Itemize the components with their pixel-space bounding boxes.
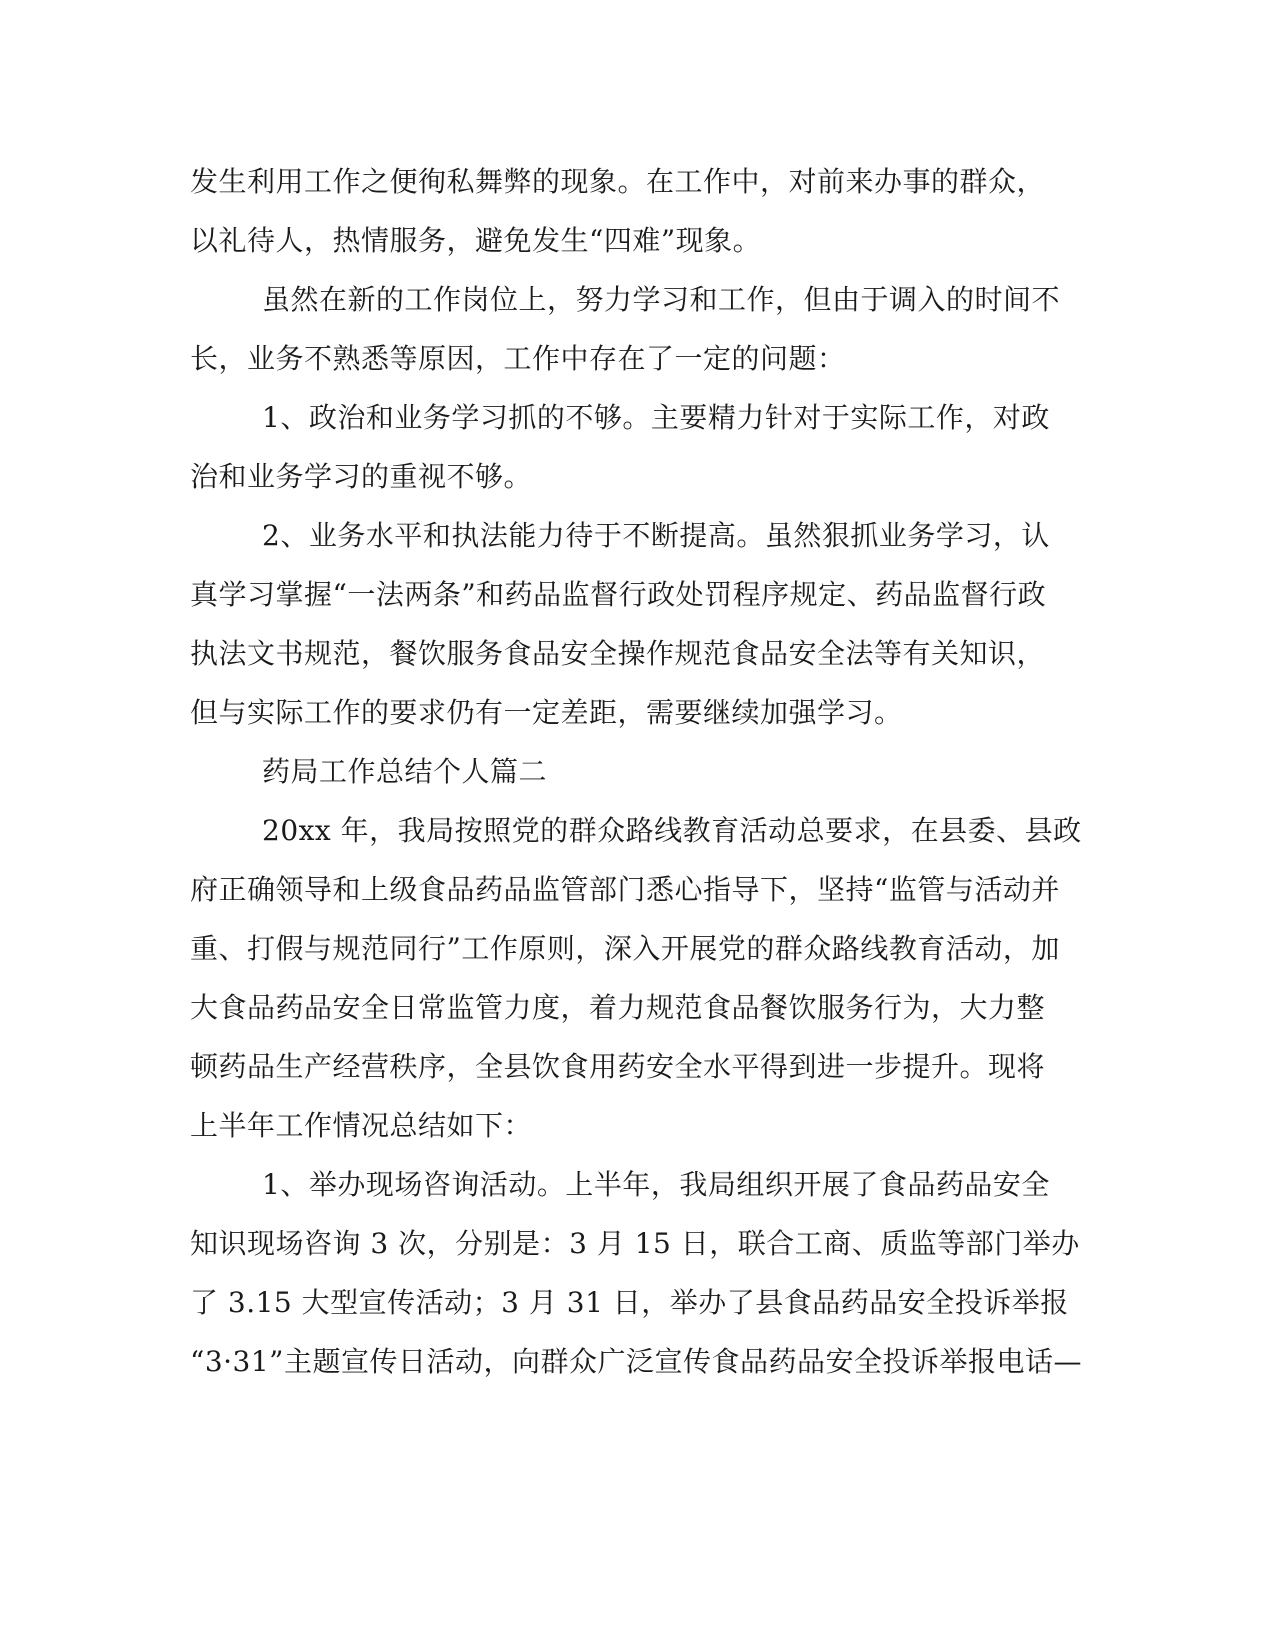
text-line: 以礼待人，热情服务，避免发生“四难”现象。 [190, 224, 762, 257]
text-line: 府正确领导和上级食品药品监管部门悉心指导下，坚持“监管与活动并 [190, 873, 1060, 906]
text-line: 1、举办现场咨询活动。上半年，我局组织开展了食品药品安全 [262, 1168, 1050, 1201]
text-line: 知识现场咨询 3 次，分别是：3 月 15 日，联合工商、质监等部门举办 [190, 1227, 1080, 1260]
text-line: 大食品药品安全日常监管力度，着力规范食品餐饮服务行为，大力整 [190, 991, 1046, 1024]
text-line: 20xx 年，我局按照党的群众路线教育活动总要求，在县委、县政 [262, 814, 1082, 847]
text-line: 治和业务学习的重视不够。 [190, 460, 533, 493]
text-line: 但与实际工作的要求仍有一定差距，需要继续加强学习。 [190, 696, 903, 729]
text-line: 了 3.15 大型宣传活动；3 月 31 日，举办了县食品药品安全投诉举报 [190, 1286, 1069, 1319]
text-line: 执法文书规范，餐饮服务食品安全操作规范食品安全法等有关知识， [190, 637, 1046, 670]
section-heading: 药局工作总结个人篇二 [262, 755, 548, 788]
text-line: 虽然在新的工作岗位上，努力学习和工作，但由于调入的时间不 [262, 283, 1061, 316]
text-line: 1、政治和业务学习抓的不够。主要精力针对于实际工作，对政 [262, 401, 1050, 434]
text-line: 上半年工作情况总结如下： [190, 1109, 533, 1142]
text-line: 真学习掌握“一法两条”和药品监督行政处罚程序规定、药品监督行政 [190, 578, 1047, 611]
text-line: 长，业务不熟悉等原因，工作中存在了一定的问题： [190, 342, 846, 375]
text-line: 顿药品生产经营秩序，全县饮食用药安全水平得到进一步提升。现将 [190, 1050, 1046, 1083]
text-line: 发生利用工作之便徇私舞弊的现象。在工作中，对前来办事的群众， [190, 165, 1046, 198]
text-line: 重、打假与规范同行”工作原则，深入开展党的群众路线教育活动，加 [190, 932, 1060, 965]
text-line: “3·31”主题宣传日活动，向群众广泛宣传食品药品安全投诉举报电话— [190, 1345, 1082, 1378]
text-line: 2、业务水平和执法能力待于不断提高。虽然狠抓业务学习，认 [262, 519, 1050, 552]
